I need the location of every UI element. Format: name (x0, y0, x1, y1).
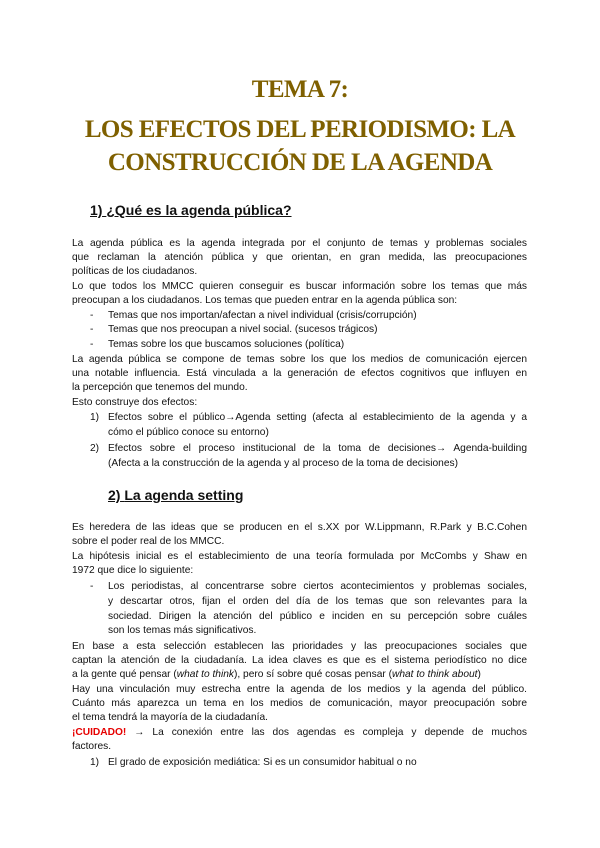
bullet-marker: - (90, 339, 94, 350)
list-item: Temas que nos preocupan a nivel social. (sucesos trágicos) (108, 324, 378, 335)
paragraph-line: Es heredera de las ideas que se producen en el s.XX por W.Lippmann, R.Park y B.C.Cohen (72, 522, 527, 533)
bullet-marker: - (90, 324, 94, 335)
paragraph-line: En base a esta selección establecen las prioridades y las preocupaciones sociales que (72, 641, 527, 652)
list-item: y descartar otros, fijan el orden del día de los temas que son relevantes para la (108, 596, 527, 607)
list-item: cómo el público conoce su entorno) (108, 427, 269, 438)
paragraph-line: políticas de los ciudadanos. (72, 266, 198, 277)
paragraph-line: ¡CUIDADO! → La conexión entre las dos agendas es compleja y depende de muchos (72, 727, 527, 738)
list-item: son los temas más significativos. (108, 625, 257, 636)
section-2-heading: 2) La agenda setting (108, 487, 244, 503)
paragraph-line: Esto construye dos efectos: (72, 397, 198, 408)
paragraph-line: factores. (72, 741, 112, 752)
paragraph-line: el tema tendrá la mayoría de la ciudadanía. (72, 712, 268, 723)
list-item: Temas sobre los que buscamos soluciones (política) (108, 339, 345, 350)
list-item: Efectos sobre el público→Agenda setting (afecta al establecimiento de la agenda y a (108, 412, 527, 423)
paragraph-line: La hipótesis inicial es el establecimiento de una teoría formulada por McCombs y Shaw en (72, 551, 527, 562)
list-item: El grado de exposición mediática: Si es un consumidor habitual o no (108, 757, 417, 768)
paragraph-line: a la gente qué pensar (what to think), pero sí sobre qué cosas pensar (what to think about) (72, 669, 481, 680)
list-item: sociedad. Dirigen la atención del público e inciden en su percepción sobre cuáles (108, 611, 527, 622)
paragraph-line: Lo que todos los MMCC quieren conseguir es buscar información sobre los temas que más (72, 281, 527, 292)
paragraph-line: una notable influencia. Está vinculada a la generación de efectos cognitivos que influyen en (72, 368, 527, 379)
paragraph-line: Hay una vinculación muy estrecha entre la agenda de los medios y la agenda del público. (72, 684, 527, 695)
warning-label: ¡CUIDADO! (72, 727, 127, 738)
paragraph-line: captan la atención de la ciudadanía. La idea claves es que es el sistema periodístico no dice (72, 655, 527, 666)
title-line-3: CONSTRUCCIÓN DE LA AGENDA (107, 149, 493, 176)
paragraph-line: preocupan a los ciudadanos. Los temas que pueden entrar en la agenda pública son: (72, 295, 458, 306)
paragraph-line: Cuánto más aparezca un tema en los medios de comunicación, mayor preocupación sobre (72, 698, 527, 709)
bullet-marker: - (90, 581, 94, 592)
paragraph-line: La agenda pública se compone de temas sobre los que los medios de comunicación ejercen (72, 354, 527, 365)
paragraph-line: que reclaman la atención pública y que orientan, en gran medida, las preocupaciones (72, 252, 527, 263)
list-marker: 1) (90, 757, 100, 768)
section-1-heading: 1) ¿Qué es la agenda pública? (90, 202, 292, 218)
paragraph-line: sobre el poder real de los MMCC. (72, 536, 225, 547)
list-item: Temas que nos importan/afectan a nivel individual (crisis/corrupción) (108, 310, 417, 321)
paragraph-line: La agenda pública es la agenda integrada por el conjunto de temas y problemas sociales (72, 238, 527, 249)
list-item: Efectos sobre el proceso institucional de la toma de decisiones→ Agenda-building (108, 443, 527, 454)
title-line-1: TEMA 7: (251, 76, 349, 103)
list-marker: 1) (90, 412, 100, 423)
list-item: Los periodistas, al concentrarse sobre ciertos acontecimientos y problemas sociales, (108, 581, 527, 592)
list-marker: 2) (90, 443, 100, 454)
paragraph-line: la percepción que tenemos del mundo. (72, 382, 248, 393)
bullet-marker: - (90, 310, 94, 321)
list-item: (Afecta a la construcción de la agenda y al proceso de la toma de decisiones) (108, 458, 458, 469)
paragraph-line: 1972 que dice lo siguiente: (72, 565, 194, 576)
title-line-2: LOS EFECTOS DEL PERIODISMO: LA (84, 116, 516, 143)
